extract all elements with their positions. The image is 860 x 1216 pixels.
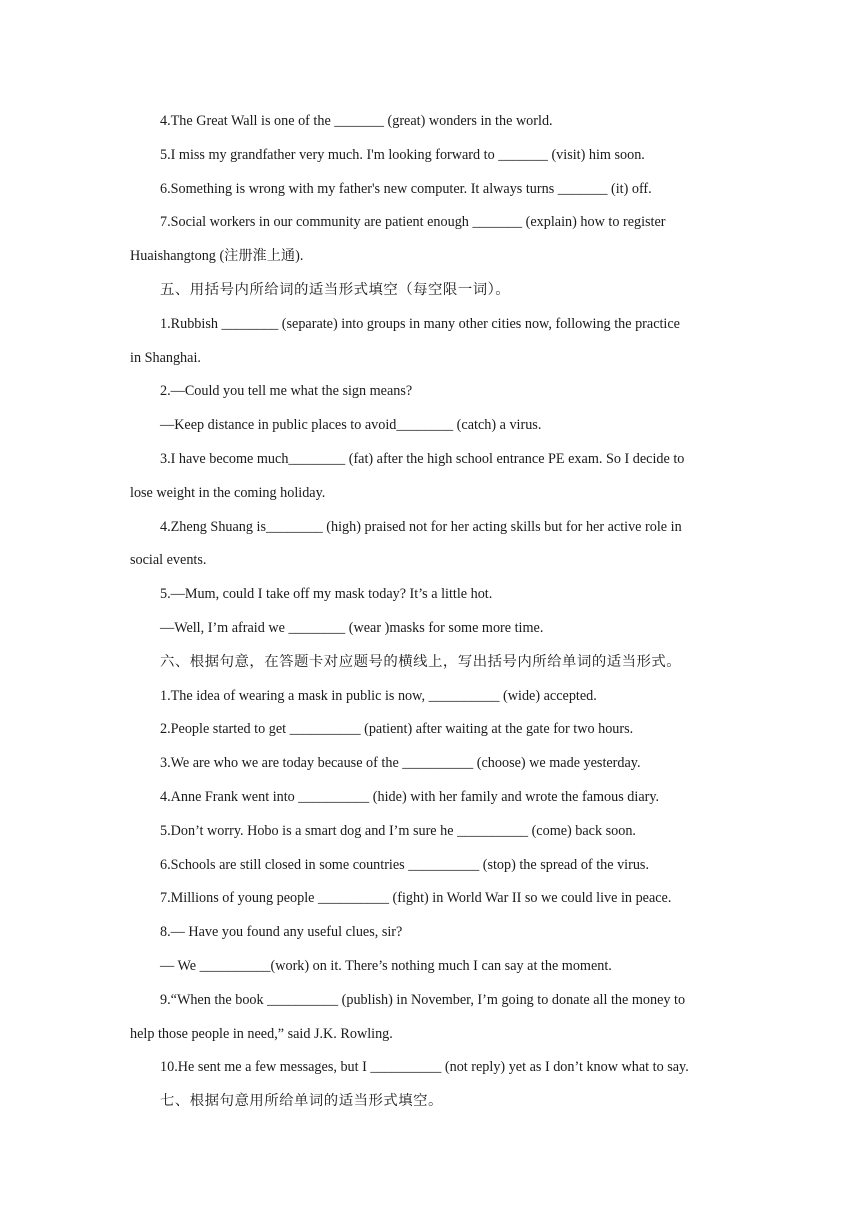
question-continuation: in Shanghai.: [130, 349, 201, 366]
question-line: 8.— Have you found any useful clues, sir?: [160, 924, 403, 941]
worksheet-content: [130, 105, 730, 1119]
section-heading-6: 六、根据句意，在答题卡对应题号的横线上，写出括号内所给单词的适当形式。: [160, 653, 682, 670]
question-line: 6.Schools are still closed in some countries __________ (stop) the spread of the virus.: [160, 856, 649, 873]
question-line: 2.People started to get __________ (patient) after waiting at the gate for two hours.: [160, 721, 634, 738]
question-line: 9.“When the book __________ (publish) in November, I’m going to donate all the money to: [160, 991, 686, 1008]
question-line: — We __________(work) on it. There’s nothing much I can say at the moment.: [160, 957, 612, 974]
question-line: 3.I have become much________ (fat) after the high school entrance PE exam. So I decide to: [160, 450, 685, 467]
question-line: —Well, I’m afraid we ________ (wear )masks for some more time.: [160, 619, 544, 636]
section-heading-7: 七、根据句意用所给单词的适当形式填空。: [160, 1093, 443, 1110]
question-line: 5.I miss my grandfather very much. I'm looking forward to _______ (visit) him soon.: [160, 146, 645, 163]
question-line: 4.Anne Frank went into __________ (hide) with her family and wrote the famous diary.: [160, 788, 660, 805]
question-line: 4.The Great Wall is one of the _______ (great) wonders in the world.: [160, 113, 553, 129]
question-continuation: lose weight in the coming holiday.: [130, 484, 326, 501]
question-continuation: help those people in need,” said J.K. Rowling.: [130, 1025, 393, 1042]
question-line: 7.Social workers in our community are patient enough _______ (explain) how to register: [160, 214, 666, 231]
question-line: 2.—Could you tell me what the sign means?: [160, 383, 413, 400]
question-line: 5.—Mum, could I take off my mask today? It’s a little hot.: [160, 586, 493, 603]
question-line: —Keep distance in public places to avoid________ (catch) a virus.: [160, 417, 542, 434]
question-line: 7.Millions of young people __________ (fight) in World War II so we could live in peace.: [160, 890, 672, 907]
question-line: 10.He sent me a few messages, but I __________ (not reply) yet as I don’t know what to say.: [160, 1059, 689, 1076]
section-heading-5: 五、用括号内所给词的适当形式填空（每空限一词）。: [160, 281, 511, 298]
question-continuation: Huaishangtong (注册淮上通).: [130, 248, 304, 265]
question-line: 6.Something is wrong with my father's new computer. It always turns _______ (it) off.: [160, 180, 652, 197]
question-line: 4.Zheng Shuang is________ (high) praised not for her acting skills but for her active role in: [160, 518, 682, 535]
question-continuation: social events.: [130, 552, 207, 569]
question-line: 3.We are who we are today because of the __________ (choose) we made yesterday.: [160, 755, 641, 772]
question-line: 1.The idea of wearing a mask in public is now, __________ (wide) accepted.: [160, 687, 597, 704]
question-line: 1.Rubbish ________ (separate) into groups in many other cities now, following the practice: [160, 315, 680, 332]
question-line: 5.Don’t worry. Hobo is a smart dog and I’m sure he __________ (come) back soon.: [160, 822, 636, 839]
